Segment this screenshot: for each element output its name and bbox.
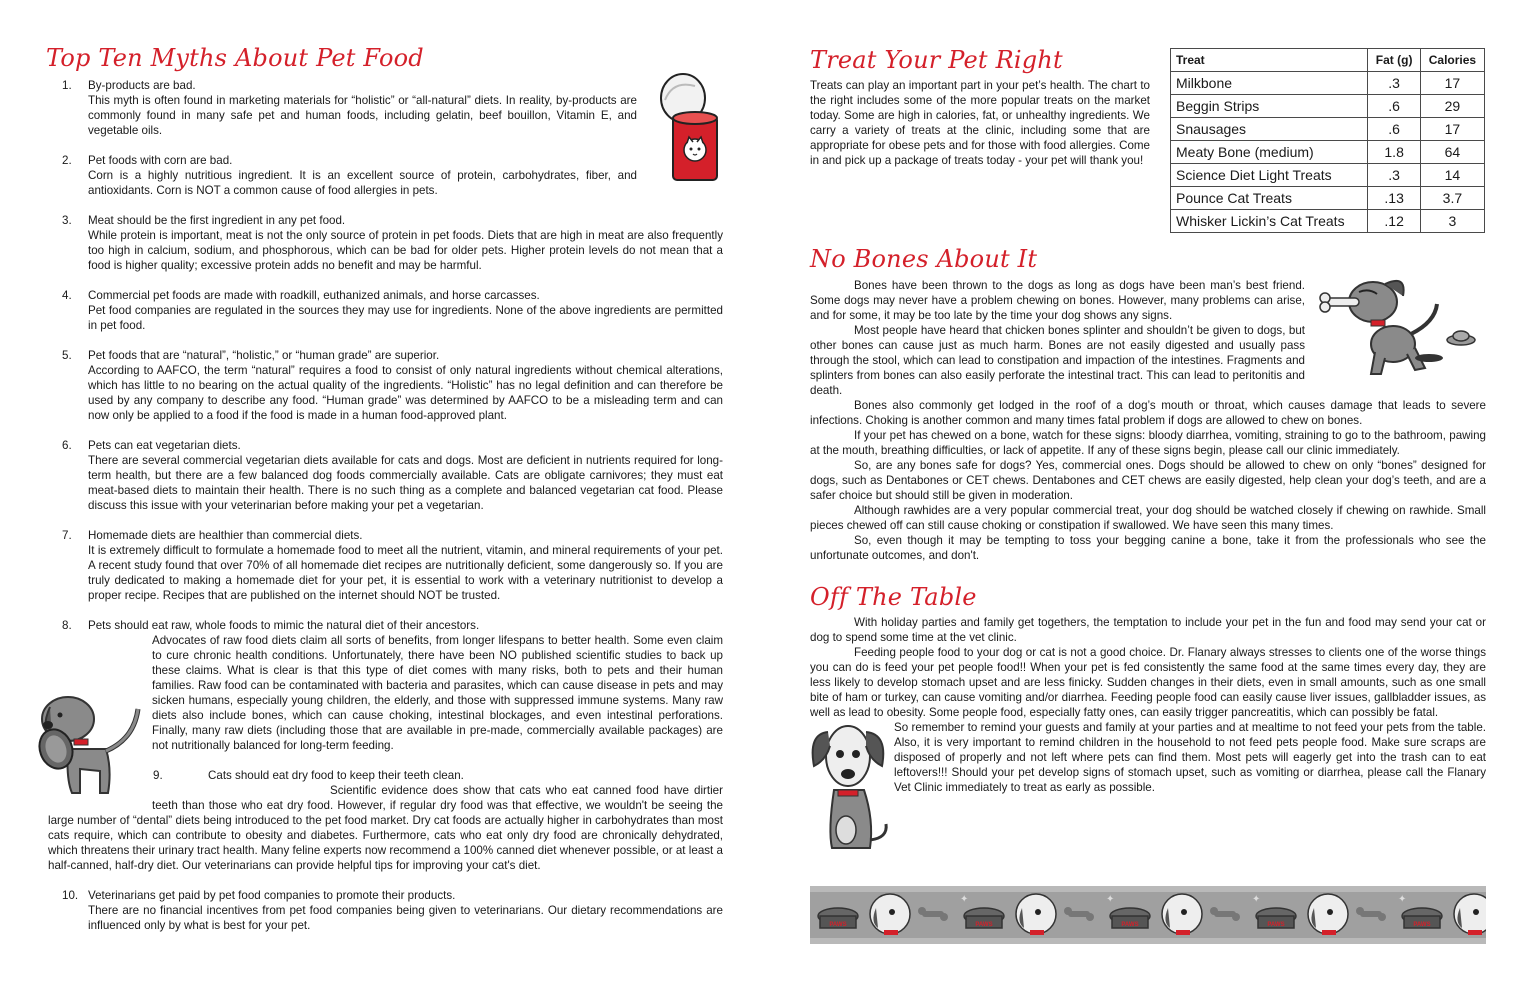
treat-name: Milkbone — [1171, 72, 1368, 95]
myth-body: Advocates of raw food diets claim all sorts of benefits, from longer lifespans to better health. Some even claim to cure chronic health conditions. Unfortunately, there have been NO published scientific studies to back up these claims. What is clear is that this type of diet comes with many risks, both to pets and their human families. Raw food can be contaminated with bacteria and parasites, which can cause disease in pets and may sicken humans, especially young children, the elderly, and those with suppressed immune systems. Many raw diets also include bones, which can cause choking, intestinal blockages, and even intestinal perforations. Finally, many raw diets (including those that are available in pre-made, commercially available packages) are not nutritionally balanced for long-term feeding. — [88, 633, 723, 753]
off-table-section — [810, 615, 1486, 855]
treat-title: Treat Your Pet Right — [810, 46, 1063, 74]
paws-banner-illustration — [810, 886, 1486, 944]
treat-name: Meaty Bone (medium) — [1171, 141, 1368, 164]
myth-number: 3. — [62, 214, 72, 227]
myth-item — [48, 288, 723, 333]
myth-number: 10. — [62, 889, 79, 902]
myth-heading: Commercial pet foods are made with roadkill, euthanized animals, and horse carcasses. — [88, 289, 540, 302]
myth-heading: Pets can eat vegetarian diets. — [88, 439, 241, 452]
myth-body: Pet food companies are regulated in the sources they may use for ingredients. None of the above ingredients are permitted in pet food. — [88, 304, 723, 332]
bones-paragraph: Bones also commonly get lodged in the roof of a dog’s mouth or throat, which causes damage that leads to severe infections. Choking is another common and many times fatal problem if dogs are allowed to chew on bones. — [810, 399, 1486, 427]
treat-calories: 14 — [1420, 164, 1484, 187]
myth-heading: Meat should be the first ingredient in any pet food. — [88, 214, 346, 227]
myth-item — [48, 438, 723, 513]
bones-paragraph: Most people have heard that chicken bones splinter and shouldn’t be given to dogs, but other bones can cause just as much harm. Bones are not easily digested and usually pass through the stool, which can lead to constipation and impaction of the intestines. Fragments and splinters from bones can also easily perforate the intestinal tract. This can lead to peritonitis and death. — [810, 324, 1305, 397]
myth-heading: Pet foods with corn are bad. — [88, 154, 233, 167]
bones-paragraph: So, even though it may be tempting to toss your begging canine a bone, take it from the professionals who see the unfortunate outcomes, and don't. — [810, 534, 1486, 562]
off-table-paragraph: So remember to remind your guests and family at your parties and at mealtime to not feed your pets from the table. Also, it is very important to remind children in the household to not feed pets people food. Make sure scraps are disposed of properly and not left where pets can find them. Most pets will eagerly get into the trash can to eat leftovers!!! Should your pet develop signs of stomach upset, such as vomiting or diarrhea, please call the Flanary Vet Clinic immediately to treat as early as possible. — [894, 721, 1486, 794]
myth-item — [48, 153, 723, 198]
table-row — [1171, 118, 1485, 141]
treat-calories: 29 — [1420, 95, 1484, 118]
bones-paragraph: Bones have been thrown to the dogs as long as dogs have been man’s best friend. Some dogs may never have a problem chewing on bones. However, many problems can arise, and for some, it may be too late by the time your dog shows any signs. — [810, 279, 1305, 322]
treat-section — [810, 78, 1150, 168]
treat-fat: .13 — [1368, 187, 1420, 210]
column-header-treat: Treat — [1171, 49, 1368, 72]
treat-calories: 17 — [1420, 118, 1484, 141]
myth-number: 7. — [62, 529, 72, 542]
treat-calories: 17 — [1420, 72, 1484, 95]
off-table-paragraph: Feeding people food to your dog or cat is not a good choice. Dr. Flanary always stresses to clients one of the worse things you can do is feed your pet people food!! When your pet is fed consistently the same food at the same times every day, they are less likely to develop stomach upset and are less finicky. Sudden changes in their diets, even in small amounts, such as one small bite of ham or turkey, can cause vomiting and/or diarrhea. Feeding people food can easily cause liver issues, gallbladder issues, as well as lead to obesity. Some people food, especially fatty ones, can easily trigger pancreatitis, which can possibly be fatal. — [810, 646, 1486, 719]
treat-calories: 3.7 — [1420, 187, 1484, 210]
myth-heading: By-products are bad. — [88, 79, 196, 92]
treat-name: Pounce Cat Treats — [1171, 187, 1368, 210]
column-header-calories: Calories — [1420, 49, 1484, 72]
myth-number: 8. — [62, 619, 72, 632]
treat-name: Science Diet Light Treats — [1171, 164, 1368, 187]
myth-number: 6. — [62, 439, 72, 452]
myth-body: While protein is important, meat is not the only source of protein in pet foods. Diets that are high in meat are also frequently too high in calcium, sodium, and phosphorous, which can be bad for older pets. Higher protein levels do not mean that a food is higher quality; excessive protein adds no benefit and may be harmful. — [88, 229, 723, 272]
table-row — [1171, 187, 1485, 210]
myth-body: Corn is a highly nutritious ingredient. It is an excellent source of protein, carbohydrates, fiber, and antioxidants. Corn is NOT a common cause of food allergies in pets. — [88, 169, 637, 197]
myth-body: There are no financial incentives from pet food companies being given to veterinarians. Our dietary recommendations are influenced only by what is best for your pet. — [88, 904, 723, 932]
myth-heading: Pet foods that are “natural”, “holistic,” or “human grade” are superior. — [88, 349, 440, 362]
myth-item — [48, 768, 723, 873]
svg-text:✦: ✦ — [960, 894, 969, 905]
off-table-title: Off The Table — [810, 583, 977, 611]
myth-item — [48, 213, 723, 273]
treat-fat: .3 — [1368, 72, 1420, 95]
treat-fat: .6 — [1368, 118, 1420, 141]
myth-heading: Cats should eat dry food to keep their teeth clean. — [208, 769, 464, 782]
treat-body: Treats can play an important part in your pet’s health. The chart to the right includes some of the more popular treats on the market today. Some are high in calories, fat, or unhealthy ingredients. We carry a variety of treats at the clinic, including some that are appropriate for obese pets and for those with food allergies. Come in and pick up a package of treats today - your pet will thank you! — [810, 79, 1150, 167]
table-row — [1171, 141, 1485, 164]
treat-calories: 64 — [1420, 141, 1484, 164]
treat-fat: .6 — [1368, 95, 1420, 118]
table-row — [1171, 210, 1485, 233]
myth-item — [48, 618, 723, 753]
myth-body: Scientific evidence does show that cats who eat canned food have dirtier teeth than those who eat dry food. However, if regular dry food was that effective, we wouldn't be seeing the large number of “dental” diets being introduced to the pet food market. Dry cat foods are actually higher in carbohydrates than most cats require, which can contribute to obesity and diabetes. Furthermore, cats who eat only dry food are chronically dehydrated, which threatens their urinary tract health. Many feline experts now recommend a 100% canned diet whenever possible, or at least a half-canned, half-dry diet. Our veterinarians can provide helpful tips for improving your cat's diet. — [48, 784, 723, 872]
bones-title: No Bones About It — [810, 245, 1038, 273]
treat-fat: .3 — [1368, 164, 1420, 187]
column-header-fat: Fat (g) — [1368, 49, 1420, 72]
table-row — [1171, 95, 1485, 118]
myth-heading: Pets should eat raw, whole foods to mimic the natural diet of their ancestors. — [88, 619, 480, 632]
myth-body: It is extremely difficult to formulate a homemade food to meet all the nutrient, vitamin, and mineral requirements of your pet. A recent study found that over 70% of all homemade diet recipes are nutritionally deficient, some dangerously so. If you are truly dedicated to making a homemade diet for your pet, it is essential to work with a veterinary nutritionist to develop a proper recipe. Recipes that are published on the internet should NOT be trusted. — [88, 544, 723, 602]
bones-paragraph: So, are any bones safe for dogs? Yes, commercial ones. Dogs should be allowed to chew on only “bones” designed for dogs, such as Dentabones or CET chews. Dentabones and CET chews are easily digested, help clean your dog’s teeth, and are a safer choice but should still be given in moderation. — [810, 459, 1486, 502]
bones-paragraph: If your pet has chewed on a bone, watch for these signs: bloody diarrhea, vomiting, straining to go to the bathroom, pawing at the mouth, breathing difficulties, or lack of appetite. If any of these signs begin, please call our clinic immediately. — [810, 429, 1486, 457]
myth-heading: Homemade diets are healthier than commercial diets. — [88, 529, 363, 542]
treats-table-header — [1171, 49, 1485, 72]
myth-body: There are several commercial vegetarian diets available for cats and dogs. Most are deficient in nutrients required for long-term health, but there are a few balanced dog foods commercially available. Cats are obligate carnivores; they must eat meat-based diets to maintain their health. There is no such thing as a complete and balanced vegetarian cat food. Please discuss this issue with your veterinarian before making your pet a vegetarian. — [88, 454, 723, 512]
dog-with-bone-illustration — [1311, 266, 1486, 386]
treat-name: Beggin Strips — [1171, 95, 1368, 118]
treat-fat: .12 — [1368, 210, 1420, 233]
myth-number: 2. — [62, 154, 72, 167]
myth-heading: Veterinarians get paid by pet food companies to promote their products. — [88, 889, 456, 902]
off-table-paragraph: With holiday parties and family get togethers, the temptation to include your pet in the fun and food may send your cat or dog to spend some time at the vet clinic. — [810, 616, 1486, 644]
treat-calories: 3 — [1420, 210, 1484, 233]
myth-item — [48, 78, 723, 138]
myth-item — [48, 528, 723, 603]
myth-number: 1. — [62, 79, 72, 92]
myth-body: According to AAFCO, the term “natural” requires a food to consist of only natural ingredients without chemical alterations, which has little to no bearing on the actual quality of the ingredients. “Holistic” has no legal definition and can therefore be used by any company to describe any food. “Human grade” was determined by AAFCO to be a misleading term and can now only be applied to a food if the food is made in a human food-approved plant. — [88, 364, 723, 422]
treats-table — [1170, 48, 1485, 233]
bones-paragraph: Although rawhides are a very popular commercial treat, your dog should be watched closely if chewing on rawhide. Small pieces chewed off can still cause choking or constipation if swallowed. We have seen this many times. — [810, 504, 1486, 532]
myths-title: Top Ten Myths About Pet Food — [46, 44, 424, 72]
table-row — [1171, 72, 1485, 95]
myth-number: 5. — [62, 349, 72, 362]
myth-item — [48, 888, 723, 933]
bowl-label: PAWS — [829, 922, 847, 928]
sitting-dog-illustration — [808, 720, 892, 855]
myth-item — [48, 348, 723, 423]
treat-name: Snausages — [1171, 118, 1368, 141]
treat-name: Whisker Lickin’s Cat Treats — [1171, 210, 1368, 233]
table-row — [1171, 164, 1485, 187]
bones-section — [810, 278, 1486, 563]
treat-fat: 1.8 — [1368, 141, 1420, 164]
myth-body: This myth is often found in marketing materials for “holistic” or “all-natural” diets. In reality, by-products are commonly found in many safe pet and human foods, including gelatin, beef bouillon, Vitamin E, and vegetable oils. — [88, 94, 637, 137]
myth-number: 4. — [62, 289, 72, 302]
myth-number: 9. — [153, 769, 163, 782]
myths-list — [48, 78, 723, 948]
